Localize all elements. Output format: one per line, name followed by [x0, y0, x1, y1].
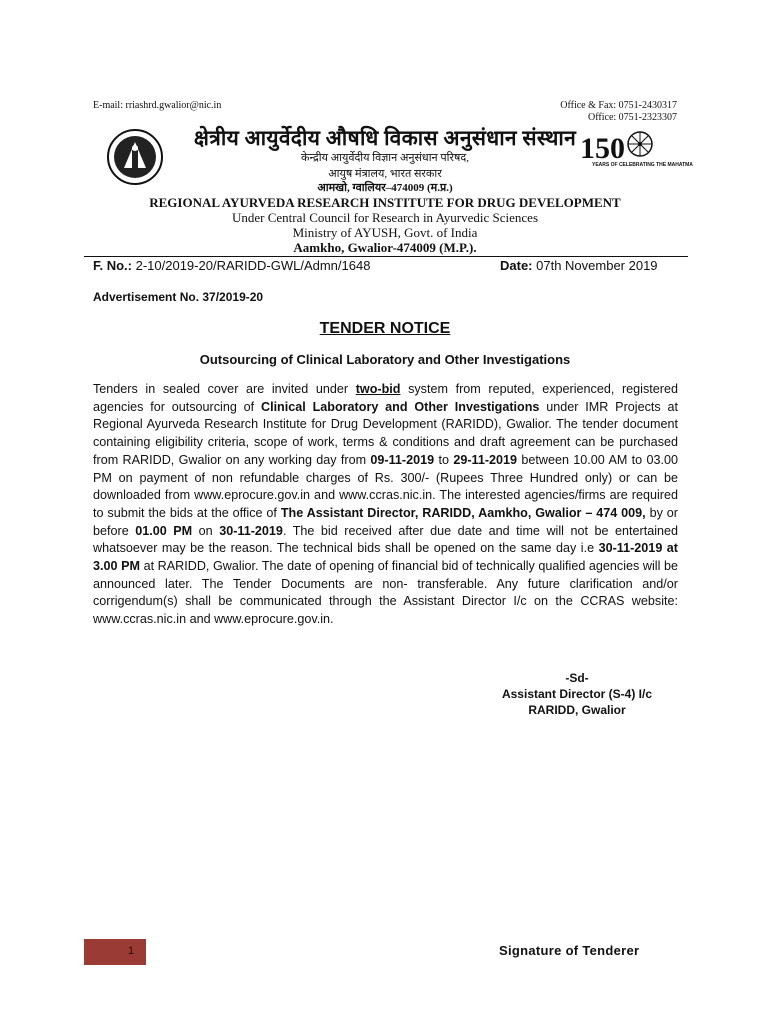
advertisement-number: Advertisement No. 37/2019-20 — [93, 290, 264, 304]
body-text-emphasis: two-bid — [355, 382, 401, 396]
body-text-segment: between 10.00 AM to 03.00 PM on payment of non refundable charges of Rs. 300/- (Rupees Three Hundred only) or can be downloaded from www.eprocure.gov.in and www.ccras.nic.in. The interested agencies/firms are required to submit the bids at the office of — [93, 452, 678, 520]
signature-block — [493, 670, 661, 718]
notice-subtitle: Outsourcing of Clinical Laboratory and Other Investigations — [199, 352, 571, 367]
logo-150-caption: YEARS OF CELEBRATING THE MAHATMA — [592, 162, 693, 168]
notice-title: TENDER NOTICE — [319, 320, 451, 337]
body-text-emphasis: The Assistant Director, RARIDD, Aamkho, Gwalior – 474 009, — [280, 505, 646, 520]
ministry-name: Ministry of AYUSH, Govt. of India — [292, 225, 478, 240]
file-number-value: 2-10/2019-20/RARIDD-GWL/Admn/1648 — [132, 258, 371, 273]
header-divider — [84, 256, 688, 257]
signature-sd: -Sd- — [565, 671, 589, 685]
body-text-emphasis: 01.00 PM — [135, 523, 193, 538]
email-address: E-mail: rriashrd.gwalior@nic.in — [93, 100, 222, 111]
body-text-segment: by or before — [93, 505, 678, 538]
page-number-box — [84, 939, 146, 965]
page-number: 1 — [128, 945, 135, 957]
file-number-label: F. No.: — [93, 258, 132, 273]
council-name: Under Central Council for Research in Ayurvedic Sciences — [231, 210, 538, 225]
body-text-emphasis: 30-11-2019 at 3.00 PM — [93, 541, 679, 574]
date-value: 07th November 2019 — [532, 258, 658, 273]
body-text-emphasis: 09-11-2019 — [370, 452, 435, 467]
institute-address: Aamkho, Gwalior-474009 (M.P.). — [293, 240, 477, 255]
body-text-segment: Tenders in sealed cover are invited under — [93, 382, 356, 396]
institute-name: REGIONAL AYURVEDA RESEARCH INSTITUTE FOR DRUG DEVELOPMENT — [149, 195, 621, 210]
body-text-segment: . The bid received after due date and time will not be entertained whatsoever may be the reason. The technical bids shall be opened on the same day i.e — [93, 523, 679, 556]
hindi-address: आमखो, ग्वालियर–474009 (म.प्र.) — [317, 182, 453, 194]
body-text-segment: on — [192, 523, 220, 538]
signature-of-tenderer: Signature of Tenderer — [499, 943, 640, 958]
hindi-ministry-name: आयुष मंत्रालय, भारत सरकार — [328, 168, 442, 180]
body-text-emphasis: 30-11-2019 — [219, 523, 283, 538]
document-date — [500, 258, 658, 273]
body-text-segment: to — [434, 452, 454, 467]
body-text-segment: at RARIDD, Gwalior. The date of opening of financial bid of technically qualified agencies will be announced later. The Tender Documents are non- transferable. Any future clarification and/or corrigendum(s) shall be communicated through the Assistant Director I/c on the CCRAS website: www.ccras.nic.in and www.eprocure.gov.in. — [93, 559, 678, 627]
signature-office: RARIDD, Gwalior — [528, 703, 626, 717]
hindi-institute-title: क्षेत्रीय आयुर्वेदीय औषधि विकास अनुसंधान संस्थान — [193, 126, 577, 150]
office-phone: Office: 0751-2323307 — [588, 112, 677, 123]
file-number — [93, 258, 370, 273]
signature-designation: Assistant Director (S-4) I/c — [501, 687, 653, 701]
office-fax: Office & Fax: 0751-2430317 — [560, 100, 677, 111]
body-text-segment: system from reputed, experienced, registered agencies for outsourcing of — [93, 382, 678, 414]
notice-body-paragraph — [93, 381, 678, 629]
body-text-emphasis: Clinical Laboratory and Other Investigations — [260, 399, 540, 414]
body-text-emphasis: 29-11-2019 — [453, 452, 518, 467]
office-phone-block — [560, 100, 677, 124]
body-text-segment: under IMR Projects at Regional Ayurveda Research Institute for Drug Development (RARIDD), Gwalior. The tender document containing eligibility criteria, scope of work, terms & conditions and draft agreement can be purchased from RARIDD, Gwalior on any working day from — [93, 399, 678, 467]
logo-150-text: 150 — [580, 132, 625, 165]
date-label: Date: — [500, 258, 533, 273]
hindi-council-name: केन्द्रीय आयुर्वेदीय विज्ञान अनुसंधान परिषद, — [301, 152, 469, 164]
